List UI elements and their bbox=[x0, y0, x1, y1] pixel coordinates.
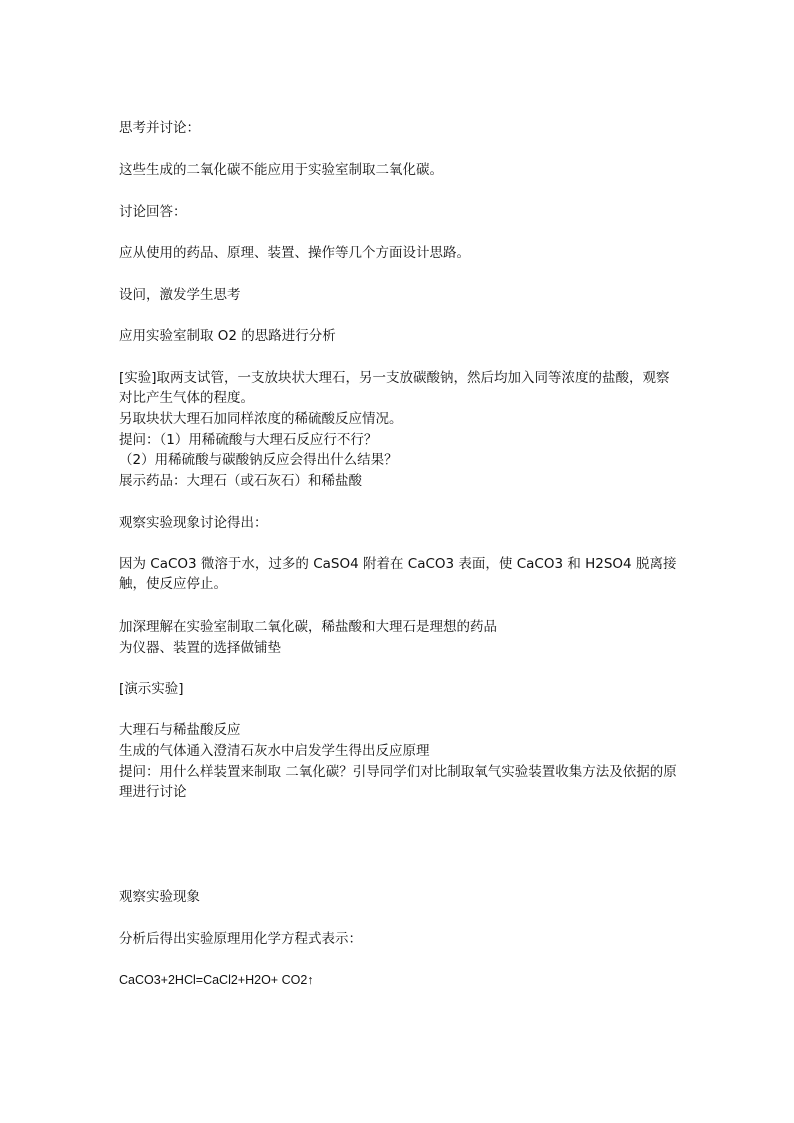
paragraph-principle-equation: 分析后得出实验原理用化学方程式表示： bbox=[119, 931, 362, 947]
paragraph-marble-hcl: 大理石与稀盐酸反应 bbox=[119, 722, 241, 738]
paragraph-caco3-reason: 因为 CaCO3 微溶于水，过多的 CaSO4 附着在 CaCO3 表面，使 CaCO3 和 H2SO4 脱离接触，使反应停止。 bbox=[119, 556, 677, 592]
paragraph-limewater-test: 生成的气体通入澄清石灰水中启发学生得出反应原理 bbox=[119, 743, 430, 759]
heading-demo-experiment: [演示实验] bbox=[119, 681, 184, 697]
heading-think-discuss: 思考并讨论： bbox=[119, 120, 200, 136]
paragraph-ideal-reagents: 加深理解在实验室制取二氧化碳，稀盐酸和大理石是理想的药品 bbox=[119, 619, 497, 635]
paragraph-design-approach: 应从使用的药品、原理、装置、操作等几个方面设计思路。 bbox=[119, 245, 470, 261]
heading-observe-discuss: 观察实验现象讨论得出： bbox=[119, 515, 268, 531]
paragraph-question-prompt: 设问，激发学生思考 bbox=[119, 287, 241, 303]
paragraph-equipment-preparation: 为仪器、装置的选择做铺垫 bbox=[119, 640, 281, 656]
paragraph-sulfuric-acid-test: 另取块状大理石加同样浓度的稀硫酸反应情况。 bbox=[119, 411, 403, 427]
chemical-equation: CaCO3+2HCl=CaCl2+H2O+ CO2↑ bbox=[119, 973, 314, 987]
paragraph-o2-analysis: 应用实验室制取 O2 的思路进行分析 bbox=[119, 328, 336, 344]
paragraph-apparatus-question: 提问：用什么样装置来制取 二氧化碳？引导同学们对比制取氧气实验装置收集方法及依据的原理进行讨论 bbox=[119, 764, 677, 800]
paragraph-experiment-test-tubes: [实验]取两支试管，一支放块状大理石，另一支放碳酸钠，然后均加入同等浓度的盐酸，观察对比产生气体的程度。 bbox=[119, 370, 670, 406]
paragraph-question-1: 提问：（1）用稀硫酸与大理石反应行不行？ bbox=[119, 432, 378, 448]
paragraph-co2-not-suitable: 这些生成的二氧化碳不能应用于实验室制取二氧化碳。 bbox=[119, 162, 443, 178]
paragraph-show-reagents: 展示药品：大理石（或石灰石）和稀盐酸 bbox=[119, 473, 362, 489]
paragraph-question-2: （2）用稀硫酸与碳酸钠反应会得出什么结果？ bbox=[119, 452, 398, 468]
heading-discussion-answer: 讨论回答： bbox=[119, 204, 187, 220]
heading-observe-phenomena: 观察实验现象 bbox=[119, 889, 200, 905]
